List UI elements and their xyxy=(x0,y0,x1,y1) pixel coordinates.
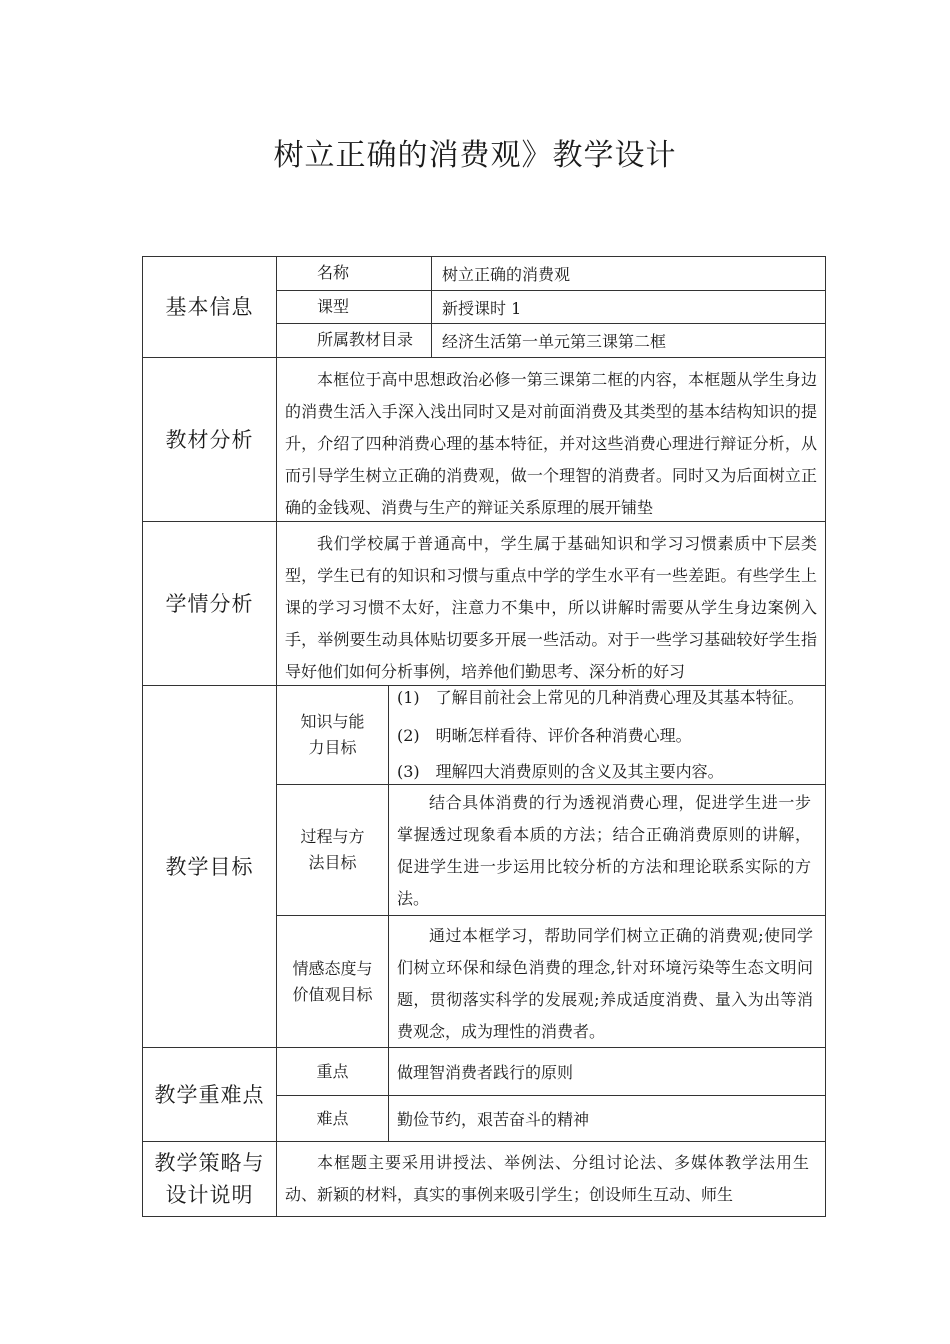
process-method-text: 结合具体消费的行为透视消费心理，促进学生进一步掌握透过现象看本质的方法；结合正确消费原则的讲解，促进学生进一步运用比较分析的方法和理论联系实际的方法。 xyxy=(397,793,811,908)
knowledge-item: (2) 明晰怎样看待、评价各种消费心理。 xyxy=(397,726,692,745)
document-title: 树立正确的消费观》教学设计 xyxy=(273,138,677,173)
label-name: 名称 xyxy=(317,263,350,282)
student-analysis-text: 我们学校属于普通高中，学生属于基础知识和学习习惯素质中下层类型，学生已有的知识和习惯与重点中学的学生水平有一些差距。有些学生上课的学习习惯不太好，注意力不集中，所以讲解时需要从学生身边案例入手，举例要生动具体贴切要多开展一些活动。对于一些学习基础较好学生指导好他们如何分析事例，培养他们勤思考、深分析的好习 xyxy=(285,534,817,681)
category-teaching-objectives: 教学目标 xyxy=(165,854,254,879)
category-strategy-design: 教学策略与设计说明 xyxy=(154,1151,265,1207)
knowledge-item: (3) 理解四大消费原则的含义及其主要内容。 xyxy=(397,762,724,781)
emotion-values-text: 通过本框学习，帮助同学们树立正确的消费观;使同学们树立环保和绿色消费的理念,针对环境污染等生态文明问题，贯彻落实科学的发展观;养成适度消费、量入为出等消费观念，成为理性的消费者。 xyxy=(397,926,813,1041)
table-border-right xyxy=(825,256,826,1217)
label-process-method: 过程与方法目标 xyxy=(300,827,365,872)
label-key-point: 重点 xyxy=(316,1061,349,1081)
table-border-bottom xyxy=(142,1216,826,1217)
knowledge-item: (1) 了解目前社会上常见的几种消费心理及其基本特征。 xyxy=(397,688,804,707)
value-textbook-catalog: 经济生活第一单元第三课第二框 xyxy=(442,332,667,351)
category-key-difficult-points: 教学重难点 xyxy=(154,1082,265,1107)
value-key-point: 做理智消费者践行的原则 xyxy=(397,1063,574,1082)
label-textbook-catalog: 所属教材目录 xyxy=(317,330,414,349)
label-knowledge-ability: 知识与能力目标 xyxy=(300,712,365,757)
value-lesson-type: 新授课时 1 xyxy=(442,298,522,318)
category-student-analysis: 学情分析 xyxy=(165,591,254,616)
label-emotion-values: 情感态度与价值观目标 xyxy=(292,958,373,1004)
label-difficult-point: 难点 xyxy=(316,1108,349,1128)
knowledge-ability-list xyxy=(389,688,825,784)
strategy-text: 本框题主要采用讲授法、举例法、分组讨论法、多媒体教学法用生动、新颖的材料，真实的事例来吸引学生；创设师生互动、师生 xyxy=(285,1153,809,1204)
textbook-analysis-text: 本框位于高中思想政治必修一第三课第二框的内容，本框题从学生身边的消费生活入手深入浅出同时又是对前面消费及其类型的基本结构知识的提升，介绍了四种消费心理的基本特征，并对这些消费心理进行辩证分析，从而引导学生树立正确的消费观，做一个理智的消费者。同时又为后面树立正确的金钱观、消费与生产的辩证关系原理的展开铺垫 xyxy=(285,370,817,517)
category-basic-info: 基本信息 xyxy=(165,295,254,319)
value-name: 树立正确的消费观 xyxy=(442,265,571,284)
value-difficult-point: 勤俭节约，艰苦奋斗的精神 xyxy=(397,1110,590,1129)
category-textbook-analysis: 教材分析 xyxy=(165,427,254,452)
label-lesson-type: 课型 xyxy=(317,297,350,316)
